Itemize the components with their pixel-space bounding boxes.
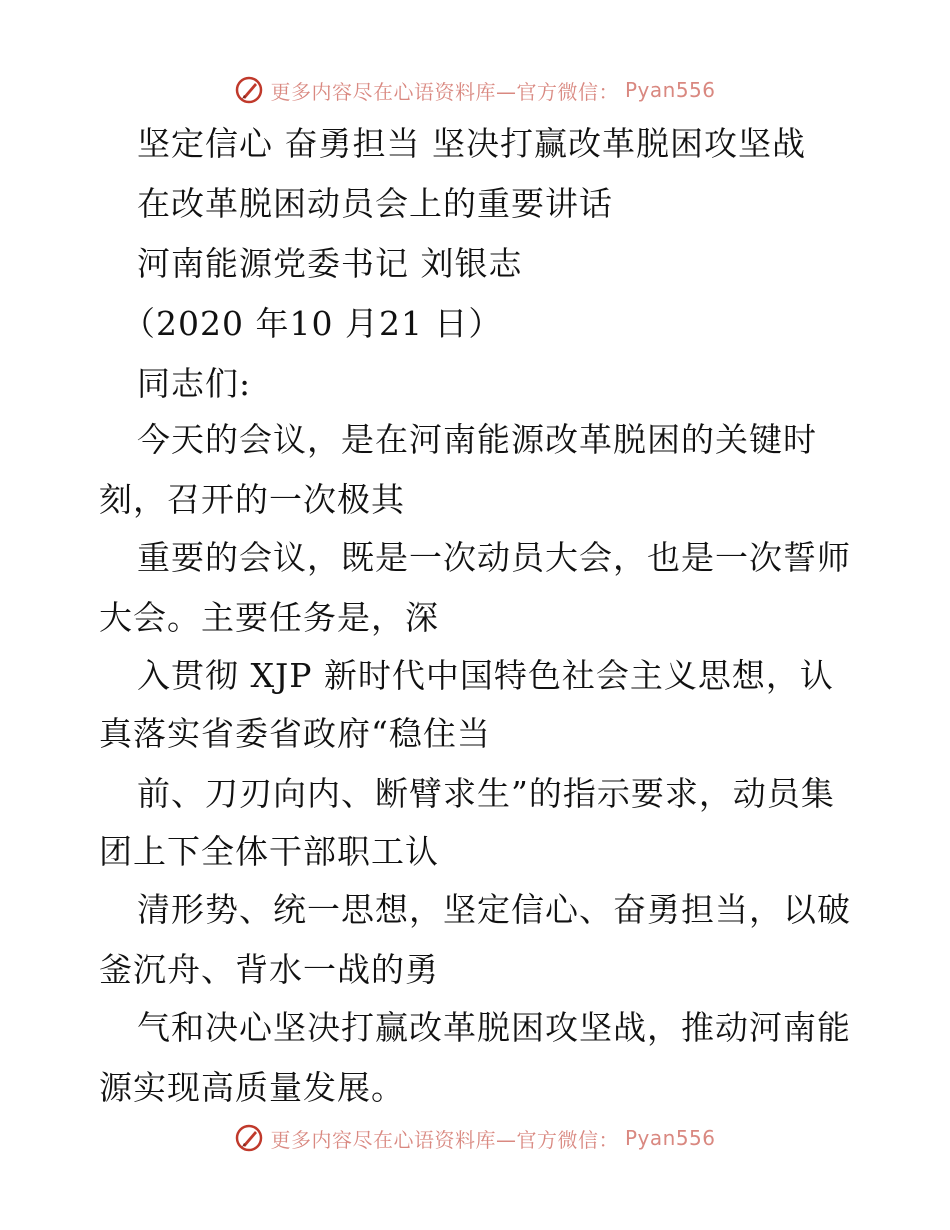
watermark-contact: Pyan556 <box>624 1126 716 1150</box>
quill-logo-icon <box>234 75 264 105</box>
footer-watermark-banner <box>0 1118 950 1158</box>
body-line: 清形势、统一思想，坚定信心、奋勇担当，以破 <box>137 890 851 929</box>
watermark-contact: Pyan556 <box>624 78 716 102</box>
body-line: 重要的会议，既是一次动员大会，也是一次誓师 <box>137 538 851 577</box>
watermark-text: 更多内容尽在心语资料库—官方微信： <box>270 1127 619 1152</box>
document-author: 河南能源党委书记 刘银志 <box>137 244 523 283</box>
body-line: 真落实省委省政府“稳住当 <box>99 714 491 753</box>
body-line: 刻，召开的一次极其 <box>99 480 405 519</box>
body-line: 气和决心坚决打赢改革脱困攻坚战，推动河南能 <box>137 1008 851 1047</box>
body-line: 大会。主要任务是，深 <box>99 598 439 637</box>
body-line: 今天的会议，是在河南能源改革脱困的关键时 <box>137 420 817 459</box>
body-line: 入贯彻 XJP 新时代中国特色社会主义思想，认 <box>137 656 834 695</box>
watermark-text: 更多内容尽在心语资料库—官方微信： <box>270 79 619 104</box>
document-title: 坚定信心 奋勇担当 坚决打赢改革脱困攻坚战 <box>137 124 806 163</box>
header-watermark-banner <box>0 70 950 110</box>
quill-logo-icon <box>234 1123 264 1153</box>
document-subtitle: 在改革脱困动员会上的重要讲话 <box>137 184 613 223</box>
salutation: 同志们: <box>137 364 252 403</box>
body-line: 釜沉舟、背水一战的勇 <box>99 950 439 989</box>
document-date: （2020 年10 月21 日） <box>122 304 503 343</box>
body-line: 源实现高质量发展。 <box>99 1068 405 1107</box>
body-line: 团上下全体干部职工认 <box>99 832 439 871</box>
body-line: 前、刀刃向内、断臂求生”的指示要求，动员集 <box>137 774 835 813</box>
